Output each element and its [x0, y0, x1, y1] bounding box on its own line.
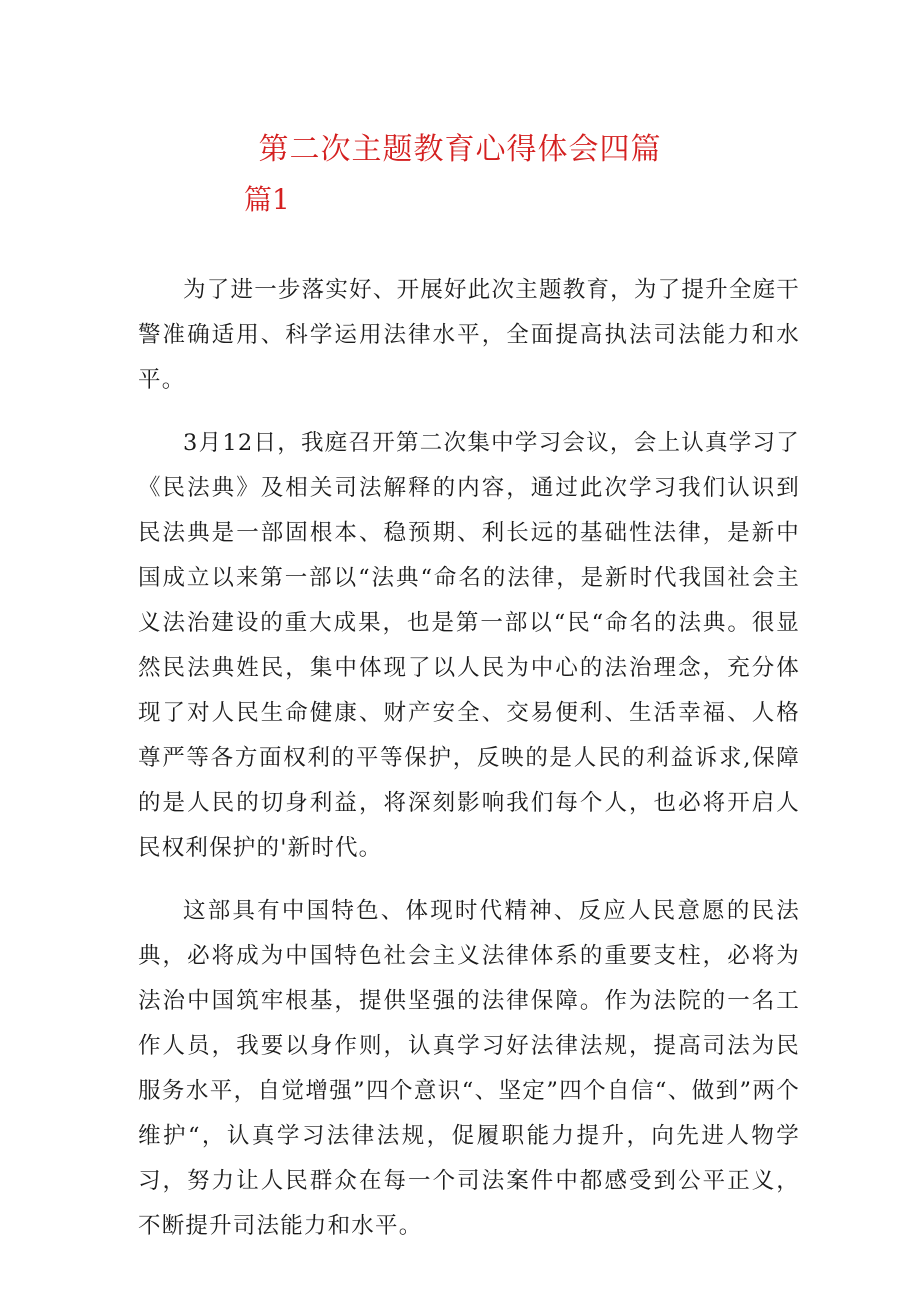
paragraph-3: 这部具有中国特色、体现时代精神、反应人民意愿的民法典，必将成为中国特色社会主义法律体系的重要支柱，必将为法治中国筑牢根基，提供坚强的法律保障。作为法院的一名工作人员，我要以身作则，认真学习好法律法规，提高司法为民服务水平，自觉增强”四个意识“、坚定”四个自信“、做到”两个维护“，认真学习法律法规，促履职能力提升，向先进人物学习，努力让人民群众在每一个司法案件中都感受到公平正义，不断提升司法能力和水平。 [138, 898, 800, 1239]
paragraph-2: 3月12日，我庭召开第二次集中学习会议，会上认真学习了《民法典》及相关司法解释的内容，通过此次学习我们认识到民法典是一部固根本、稳预期、利长远的基础性法律，是新中国成立以来第一部以“法典“命名的法律，是新时代我国社会主义法治建设的重大成果，也是第一部以“民“命名的法典。很显然民法典姓民，集中体现了以人民为中心的法治理念，充分体现了对人民生命健康、财产安全、交易便利、生活幸福、人格尊严等各方面权利的平等保护，反映的是人民的利益诉求,保障的是人民的切身利益，将深刻影响我们每个人，也必将开启人民权利保护的'新时代。 [138, 430, 800, 861]
section-heading: 篇1 [244, 183, 290, 216]
document-title: 第二次主题教育心得体会四篇 [258, 132, 662, 167]
document-body [138, 268, 800, 1267]
paragraph-1: 为了进一步落实好、开展好此次主题教育，为了提升全庭干警准确适用、科学运用法律水平，全面提高执法司法能力和水平。 [138, 277, 800, 393]
